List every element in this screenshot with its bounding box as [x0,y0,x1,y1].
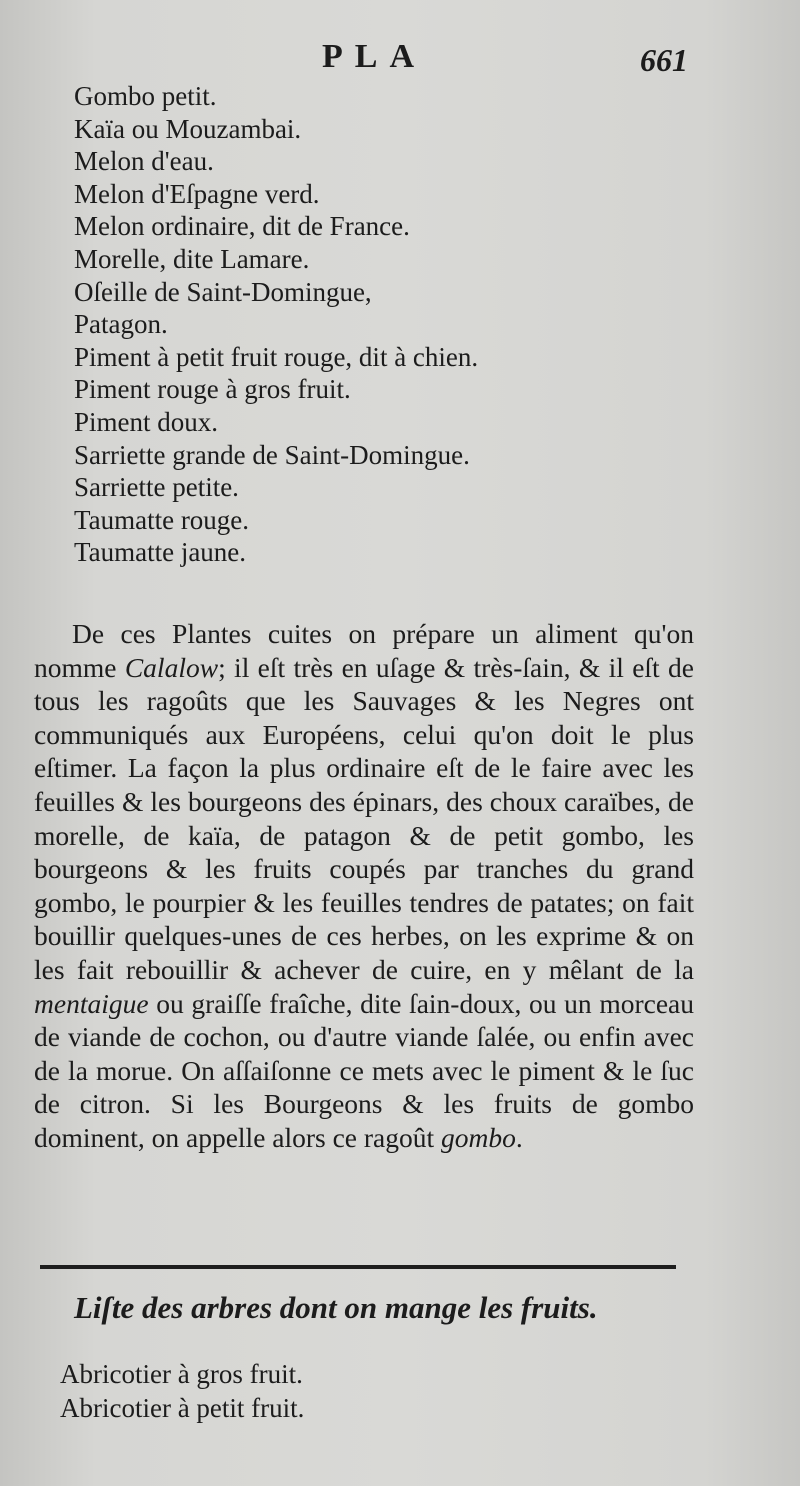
italic-term: gombo [441,1121,516,1153]
list-item: Kaïa ou Mouzambai. [74,113,302,144]
paragraph-text: . [515,1121,523,1153]
list-item: Patagon. [74,309,168,340]
section-heading: Liſte des arbres dont on mange les fruits. [74,1290,598,1325]
list-item: Piment rouge à gros fruit. [74,374,351,405]
list-item: Morelle, dite Lamare. [74,243,310,274]
list-item: Melon ordinaire, dit de France. [74,211,410,242]
body-paragraph [34,617,694,1155]
list-item: Abricotier à petit fruit. [60,1393,305,1423]
page-header [0,38,800,82]
list-item: Piment à petit fruit rouge, dit à chien. [74,341,479,372]
list-item: Piment doux. [74,406,219,437]
tree-list [60,1357,720,1425]
list-item: Taumatte rouge. [74,504,250,535]
list-item: Abricotier à gros fruit. [60,1359,303,1389]
horizontal-rule [40,1265,676,1269]
list-item: Taumatte jaune. [74,537,247,568]
italic-term: mentaigue [34,987,149,1019]
list-item: Gombo petit. [74,81,217,111]
plant-list [74,80,734,569]
paragraph-text: ou graiſſe fraîche, dite ſain-doux, ou un morceau de viande de cochon, ou d'autre viande ſalée, ou enfin avec de la morue. On aſſaiſonne ce mets avec le piment & le ſuc de citron. Si les Bourgeons & les fruits de gombo dominent, on appelle alors ce ragoût [34,987,694,1153]
page-number: 661 [640,42,688,78]
list-item: Sarriette petite. [74,472,239,503]
running-head: PLA [322,38,426,75]
paragraph-text: ; il eſt très en uſage & très-ſain, & il eſt de tous les ragoûts que les Sauvages & les Negres ont communiqués aux Européens, celui qu'on doit le plus eſtimer. La façon la plus ordinaire eſt de le faire avec les feuilles & les bourgeons des épinars, des choux caraïbes, de morelle, de kaïa, de patagon & de petit gombo, les bourgeons & les fruits coupés par tranches du grand gombo, le pourpier & les feuilles tendres de patates; on fait bouillir quelques-unes de ces herbes, on les exprime & on les fait rebouillir & achever de cuire, en y mêlant de la [34,651,694,985]
italic-term: Calalow [124,651,219,683]
paragraph-text: De ces Plantes cuites on prépare un aliment qu'on nomme [34,618,694,683]
list-item: Melon d'eau. [74,146,214,177]
list-item: Oſeille de Saint-Domingue, [74,276,372,307]
list-item: Sarriette grande de Saint-Domingue. [74,439,470,470]
list-item: Melon d'Eſpagne verd. [74,178,320,209]
